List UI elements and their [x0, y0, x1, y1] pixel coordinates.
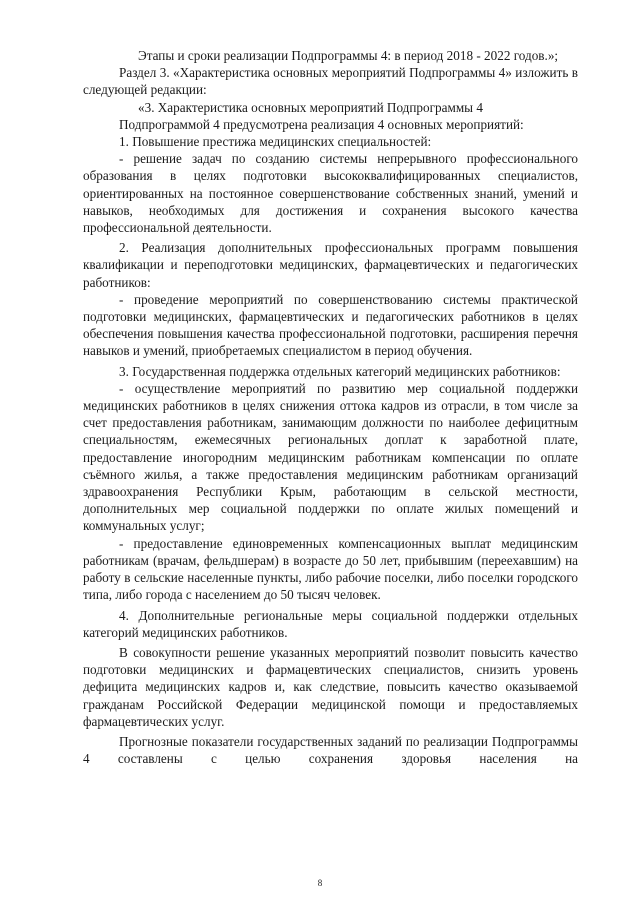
page-number: 8: [317, 878, 323, 888]
paragraph-forecast: Прогнозные показатели государственных заданий по реализации Подпрограммы 4 составлены с целью сохранения здоровья населения на: [83, 733, 578, 767]
item-1-text: - решение задач по созданию системы непрерывного профессионального образования в целях подготовки высококвалифицированных специалистов, ориентированных на постоянное совершенствование собственных знаний, умений и навыков, необходимых для достижения и сохранения высокого качества профессиональной деятельности.: [83, 151, 578, 236]
item-2-heading: 2. Реализация дополнительных профессиональных программ повышения квалификации и переподготовки медицинских, фармацевтических и педагогических работников:: [83, 240, 578, 290]
paragraph-summary: В совокупности решение указанных мероприятий позволит повысить качество подготовки медицинских и фармацевтических специалистов, снизить уровень дефицита медицинских кадров и, как следствие, повысить качество оказываемой гражданам Российской Федерации медицинской помощи и предоставляемых фармацевтических услуг.: [83, 644, 578, 729]
paragraph-stages: Этапы и сроки реализации Подпрограммы 4: в период 2018 - 2022 годов.»;: [138, 48, 559, 63]
paragraph-intro: Подпрограммой 4 предусмотрена реализация 4 основных мероприятий:: [119, 116, 524, 132]
item-4-heading: 4. Дополнительные региональные меры социальной поддержки отдельных категорий медицинских работников.: [83, 607, 578, 640]
item-1-heading: 1. Повышение престижа медицинских специальностей:: [119, 134, 432, 150]
item-3-heading: 3. Государственная поддержка отдельных категорий медицинских работников:: [119, 363, 561, 379]
section-heading: «3. Характеристика основных мероприятий Подпрограммы 4: [138, 99, 483, 115]
item-3-text-b: - предоставление единовременных компенсационных выплат медицинским работникам (врачам, фельдшерам) в возрасте до 50 лет, прибывшим (переехавшим) на работу в сельские населенные пункты, либо рабочие поселки, либо поселки городского типа, либо города с населением до 50 тысяч человек.: [83, 535, 578, 603]
item-3-text-a: - осуществление мероприятий по развитию мер социальной поддержки медицинских работников в целях снижения оттока кадров из отрасли, в том числе за счет предоставления работникам, занимающим должности по наиболее дефицитным специальностям, ежемесячных региональных доплат к заработной плате, предоставление иногородним медицинским работникам компенсации по оплате съёмного жилья, а также предоставления медицинским работникам организаций здравоохранения Республики Крым, работающим в сельской местности, дополнительных мер социальной поддержки по оплате жилых помещений и коммунальных услуг;: [83, 380, 578, 534]
paragraph-section-3-change: Раздел 3. «Характеристика основных мероприятий Подпрограммы 4» изложить в следующей редакции:: [83, 65, 578, 98]
item-2-text: - проведение мероприятий по совершенствованию системы практической подготовки медицинских, фармацевтических и педагогических работников в целях обеспечения повышения качества профессиональной подготовки, расширения перечня навыков и умений, приобретаемых специалистом в период обучения.: [83, 291, 578, 359]
